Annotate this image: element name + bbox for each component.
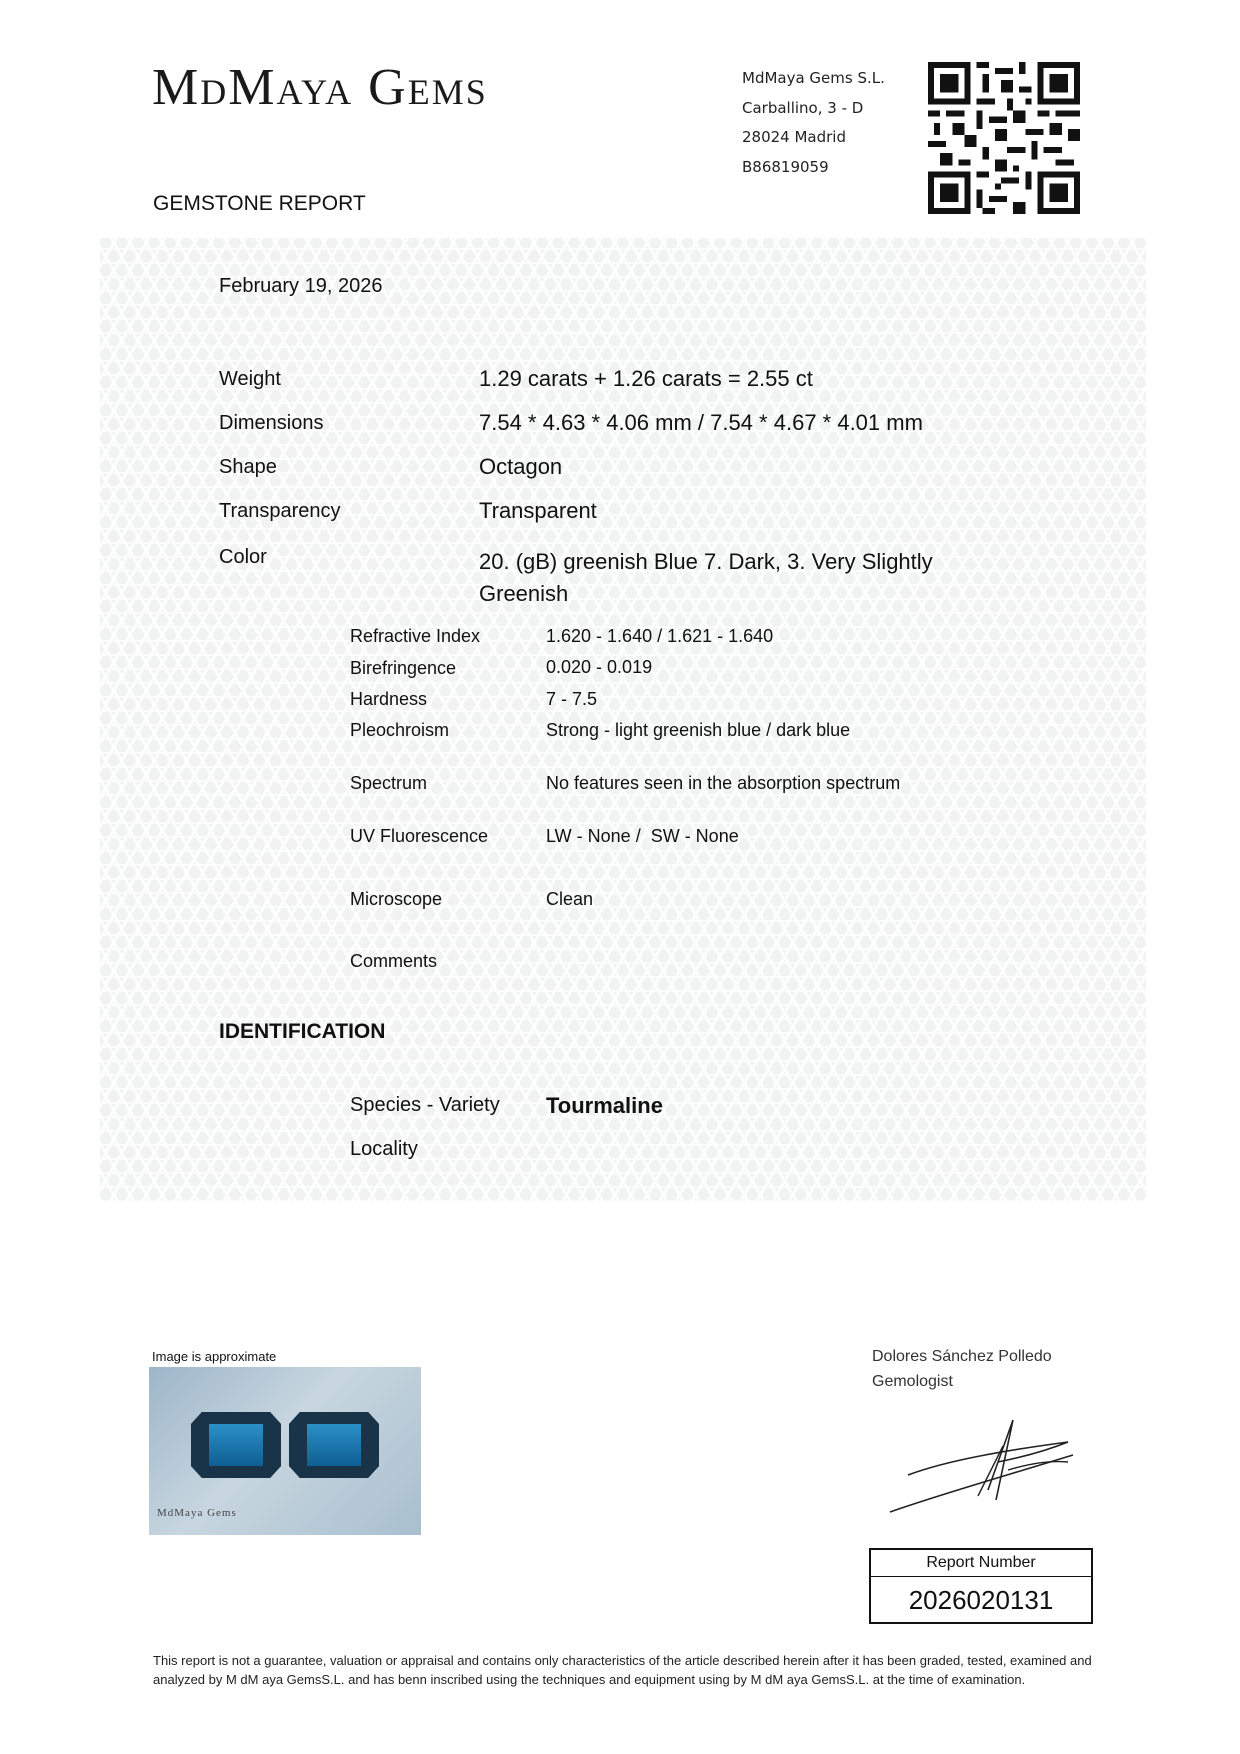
weight-value: 1.29 carats + 1.26 carats = 2.55 ct [479, 366, 813, 391]
species-value: Tourmaline [546, 1093, 663, 1118]
disclaimer: This report is not a guarantee, valuation or appraisal and contains only characteristics of the article described herein after it has been graded, tested, examined and analyzed by M dM aya GemsS.L. and has benn inscribed using the techniques and equipment using by M dM aya GemsS.L. at the time of examination. [153, 1653, 1092, 1687]
microscope-label: Microscope [350, 889, 443, 909]
uv-fluorescence-label: UV Fluorescence [350, 826, 489, 846]
color-value: 20. (gB) greenish Blue 7. Dark, 3. Very Slightly Greenish [479, 549, 933, 606]
spectrum-label: Spectrum [350, 773, 428, 793]
comments-label: Comments [350, 951, 438, 971]
dimensions-label: Dimensions [219, 412, 324, 434]
transparency-value: Transparent [479, 498, 597, 523]
birefringence-value: 0.020 - 0.019 [546, 657, 653, 677]
color-label: Color [219, 546, 267, 568]
microscope-value: Clean [546, 889, 594, 909]
hardness-value: 7 - 7.5 [546, 689, 598, 709]
pleochroism-value: Strong - light greenish blue / dark blue [546, 720, 851, 740]
report-number-box [869, 1548, 1093, 1624]
refractive-index-value: 1.620 - 1.640 / 1.621 - 1.640 [546, 626, 774, 646]
company-street: Carballino, 3 - D [742, 98, 864, 117]
birefringence-label: Birefringence [350, 658, 457, 678]
report-date: February 19, 2026 [219, 275, 383, 297]
shape-label: Shape [219, 456, 277, 478]
company-name: MdMaya Gems S.L. [742, 69, 885, 87]
company-address [742, 64, 885, 182]
gemologist-title: Gemologist [872, 1373, 953, 1390]
gemstone-right [289, 1412, 379, 1478]
image-note: Image is approximate [152, 1349, 277, 1364]
weight-label: Weight [219, 368, 281, 390]
transparency-label: Transparency [219, 500, 341, 522]
identification-heading: IDENTIFICATION [219, 1020, 386, 1043]
refractive-index-label: Refractive Index [350, 626, 481, 646]
photo-watermark: MdMaya Gems [157, 1507, 237, 1519]
gemologist-name: Dolores Sánchez Polledo [872, 1348, 1052, 1365]
locality-label: Locality [350, 1138, 418, 1160]
uv-fluorescence-value: LW - None / SW - None [546, 826, 739, 846]
report-number-label: Report Number [871, 1550, 1091, 1577]
species-label: Species - Variety [350, 1094, 500, 1116]
signature [878, 1400, 1078, 1520]
spectrum-value: No features seen in the absorption spectrum [546, 773, 901, 793]
dimensions-value: 7.54 * 4.63 * 4.06 mm / 7.54 * 4.67 * 4.01 mm [479, 410, 923, 435]
company-city: 28024 Madrid [742, 128, 846, 146]
pleochroism-label: Pleochroism [350, 720, 450, 740]
qr-code[interactable] [928, 62, 1080, 214]
report-number-value: 2026020131 [908, 1585, 1054, 1615]
gemstone-photo [149, 1367, 421, 1535]
company-tax-id: B86819059 [742, 157, 829, 176]
shape-value: Octagon [479, 454, 563, 479]
hardness-label: Hardness [350, 689, 428, 709]
report-title: GEMSTONE REPORT [153, 192, 366, 215]
gemstone-left [191, 1412, 281, 1478]
company-logo: MdMaya Gems [152, 59, 488, 116]
